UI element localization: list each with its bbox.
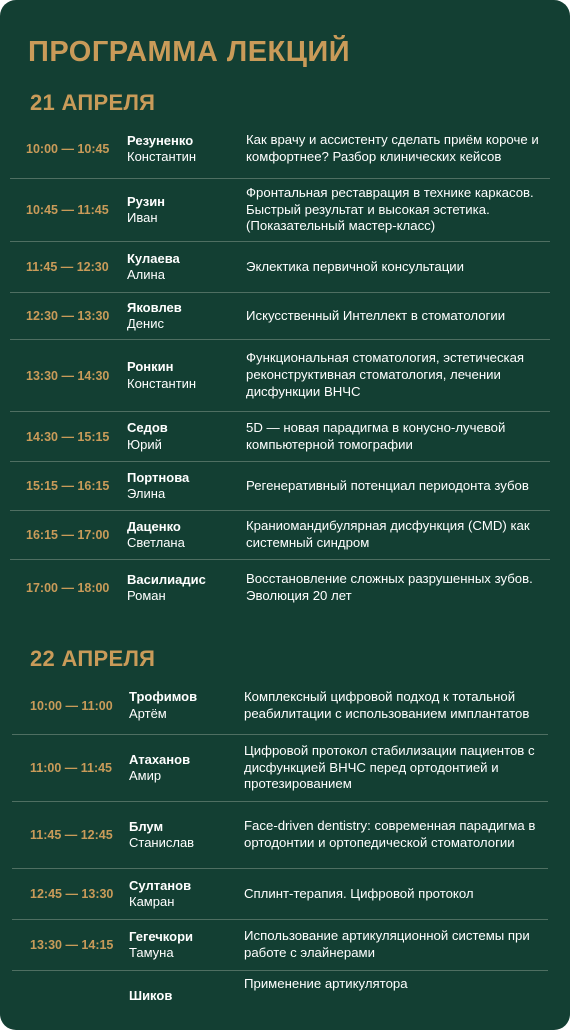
schedule-row (12, 976, 548, 1016)
time-slot: 10:00 — 10:45 (26, 142, 110, 156)
speaker-first-name: Камран (129, 894, 175, 909)
time-slot: 11:00 — 11:45 (30, 761, 113, 775)
speaker (127, 420, 246, 453)
lecture-topic: Искусственный Интеллект в стоматологии (246, 307, 506, 323)
schedule-row (12, 920, 548, 971)
lecture-topic: Комплексный цифровой подход к тотальной реабилитации с использованием имплантатов (244, 688, 530, 721)
lecture-topic: Face-driven dentistry: современная парадигма в ортодонтии и ортопедической стоматологии (244, 818, 536, 850)
time-slot: 15:15 — 16:15 (26, 479, 110, 493)
lecture-topic: Сплинт-терапия. Цифровой протокол (244, 885, 474, 901)
speaker (127, 470, 246, 503)
speaker-last-name: Портнова (127, 469, 190, 485)
speaker-last-name: Блум (129, 818, 164, 834)
schedule-row (12, 735, 548, 802)
speaker-last-name: Атаханов (129, 751, 191, 767)
page-title: ПРОГРАММА ЛЕКЦИЙ (28, 36, 351, 68)
speaker (129, 689, 244, 722)
speaker (129, 929, 244, 962)
time-slot: 16:15 — 17:00 (26, 528, 110, 542)
speaker (127, 251, 246, 284)
schedule-row (10, 179, 550, 242)
speaker-first-name: Светлана (127, 535, 185, 550)
speaker (127, 300, 246, 333)
speaker (129, 878, 244, 911)
lecture-topic: Эклектика первичной консультации (246, 258, 464, 274)
speaker-last-name: Резуненко (127, 132, 194, 148)
speaker-last-name: Гегечкори (129, 928, 194, 944)
schedule-row (10, 293, 550, 340)
speaker-last-name: Яковлев (127, 299, 182, 315)
schedule-row (10, 462, 550, 511)
schedule-row (10, 340, 550, 412)
time-slot: 14:30 — 15:15 (26, 429, 110, 444)
speaker-last-name: Седов (127, 420, 168, 436)
lecture-topic: Функциональная стоматология, эстетическая реконструктивная стоматология, лечении дисфункции ВНЧС (246, 350, 525, 399)
speaker (127, 133, 246, 166)
time-slot: 12:45 — 13:30 (30, 887, 114, 901)
time-slot: 10:00 — 11:00 (30, 698, 113, 713)
speaker-first-name: Тамуна (129, 945, 174, 960)
speaker (127, 572, 246, 605)
time-slot: 17:00 — 18:00 (26, 581, 110, 595)
schedule-row (10, 120, 550, 179)
schedule-row (12, 869, 548, 920)
lecture-topic: Регенеративный потенциал периодонта зубов (246, 477, 529, 493)
speaker (127, 519, 246, 552)
day-heading: 21 АПРЕЛЯ (30, 90, 156, 115)
lecture-topic: Краниомандибулярная дисфункция (CMD) как системный синдром (246, 518, 530, 550)
speaker-last-name: Шиков (129, 988, 173, 1003)
schedule-row (12, 802, 548, 869)
speaker (127, 359, 246, 392)
time-slot: 13:30 — 14:30 (26, 368, 110, 383)
lecture-topic: Фронтальная реставрация в технике каркасов. Быстрый результат и высокая эстетика. (Показательный мастер-класс) (246, 184, 534, 234)
speaker-first-name: Алина (127, 267, 165, 282)
schedule-row (10, 412, 550, 462)
schedule-row (10, 511, 550, 560)
lecture-topic: Применение артикулятора (244, 976, 408, 991)
lecture-topic: Цифровой протокол стабилизации пациентов с дисфункцией ВНЧС перед ортодонтией и протезированием (244, 742, 535, 792)
speaker-first-name: Станислав (129, 835, 195, 850)
speaker-last-name: Султанов (129, 877, 192, 893)
speaker-last-name: Кулаева (127, 250, 180, 266)
speaker-first-name: Роман (127, 588, 166, 603)
speaker-first-name: Константин (127, 375, 197, 391)
lecture-topic: Использование артикуляционной системы при работе с элайнерами (244, 928, 530, 960)
lecture-topic: 5D — новая парадигма в конусно-лучевой компьютерной томографии (246, 419, 506, 452)
speaker-first-name: Денис (127, 316, 164, 331)
speaker-first-name: Амир (129, 768, 162, 783)
speaker (129, 976, 244, 1004)
time-slot: 11:45 — 12:30 (26, 260, 109, 274)
time-slot: 10:45 — 11:45 (26, 203, 109, 217)
speaker-first-name: Константин (127, 149, 197, 164)
speaker-last-name: Трофимов (129, 689, 198, 705)
speaker-first-name: Иван (127, 210, 158, 225)
schedule-row (12, 677, 548, 735)
day-heading: 22 АПРЕЛЯ (30, 646, 156, 671)
lecture-topic: Восстановление сложных разрушенных зубов. Эволюция 20 лет (246, 571, 533, 603)
speaker (129, 752, 244, 785)
speaker-last-name: Василиадис (127, 571, 206, 587)
speaker (127, 194, 246, 227)
speaker-last-name: Ронкин (127, 359, 174, 375)
time-slot: 12:30 — 13:30 (26, 309, 110, 323)
schedule-row (10, 560, 550, 616)
speaker-first-name: Артём (129, 705, 167, 721)
time-slot: 11:45 — 12:45 (30, 828, 113, 842)
speaker (129, 819, 244, 852)
speaker-last-name: Рузин (127, 193, 166, 209)
speaker-first-name: Юрий (127, 436, 162, 452)
time-slot: 13:30 — 14:15 (30, 938, 114, 952)
speaker-first-name: Элина (127, 486, 166, 501)
speaker-last-name: Даценко (127, 518, 181, 534)
lecture-topic: Как врачу и ассистенту сделать приём короче и комфортнее? Разбор клинических кейсов (246, 132, 539, 164)
schedule-row (10, 242, 550, 293)
